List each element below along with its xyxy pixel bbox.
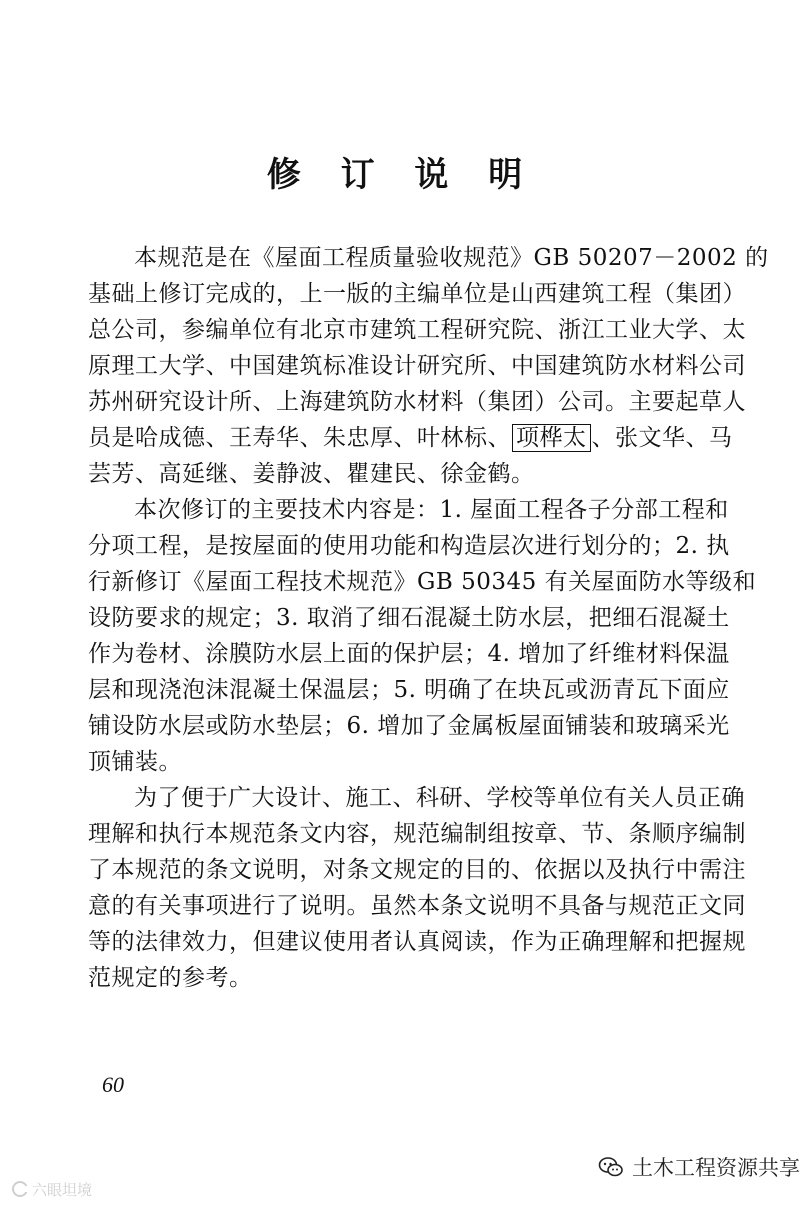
body-line [88,420,733,456]
body-line: 基础上修订完成的，上一版的主编单位是山西建筑工程（集团） [88,281,746,307]
body-line: 行新修订《屋面工程技术规范》GB 50345 有关屋面防水等级和 [88,569,757,595]
page-title: 修 订 说 明 [266,155,537,195]
body-text: 、张文华、马 [591,425,733,451]
body-line: 等的法律效力，但建议使用者认真阅读，作为正确理解和把握规 [88,929,746,955]
page-number: 60 [102,1072,124,1097]
body-line: 作为卷材、涂膜防水层上面的保护层；4. 增加了纤维材料保温 [88,641,730,667]
body-line: 为了便于广大设计、施工、科研、学校等单位有关人员正确 [134,785,745,811]
body-line: 层和现浇泡沫混凝土保温层；5. 明确了在块瓦或沥青瓦下面应 [88,677,730,703]
body-line: 本规范是在《屋面工程质量验收规范》GB 50207－2002 的 [134,245,769,271]
body-line: 范规定的参考。 [88,965,253,991]
body-line: 顶铺装。 [88,749,182,775]
body-line: 铺设防水层或防水垫层；6. 增加了金属板屋面铺装和玻璃采光 [88,713,730,739]
body-line: 设防要求的规定；3. 取消了细石混凝土防水层，把细石混凝土 [88,605,730,631]
body-line: 原理工大学、中国建筑标准设计研究所、中国建筑防水材料公司 [88,353,746,379]
body-line: 苏州研究设计所、上海建筑防水材料（集团）公司。主要起草人 [88,389,746,415]
body-line: 芸芳、高延继、姜静波、瞿建民、徐金鹤。 [88,461,535,487]
watermark-left-text: 六眼坦境 [32,1180,93,1199]
boxed-name: 项桦太 [512,424,591,452]
body-line: 意的有关事项进行了说明。虽然本条文说明不具备与规范正文同 [88,893,746,919]
body-line: 分项工程，是按屋面的使用功能和构造层次进行划分的；2. 执 [88,533,730,559]
body-line: 了本规范的条文说明，对条文规定的目的、依据以及执行中需注 [88,857,746,883]
body-line: 总公司，参编单位有北京市建筑工程研究院、浙江工业大学、太 [88,317,746,343]
watermark-right-text: 土木工程资源共享 [632,1156,800,1180]
body-line: 理解和执行本规范条文内容，规范编制组按章、节、条顺序编制 [88,821,746,847]
body-line: 本次修订的主要技术内容是：1. 屋面工程各子分部工程和 [134,497,729,523]
wechat-icon [598,1156,624,1178]
watermark-right [598,1152,800,1182]
copyright-icon [12,1181,28,1197]
watermark-left [12,1178,92,1200]
body-text: 员是哈成德、王寿华、朱忠厚、叶林标、 [88,425,511,451]
